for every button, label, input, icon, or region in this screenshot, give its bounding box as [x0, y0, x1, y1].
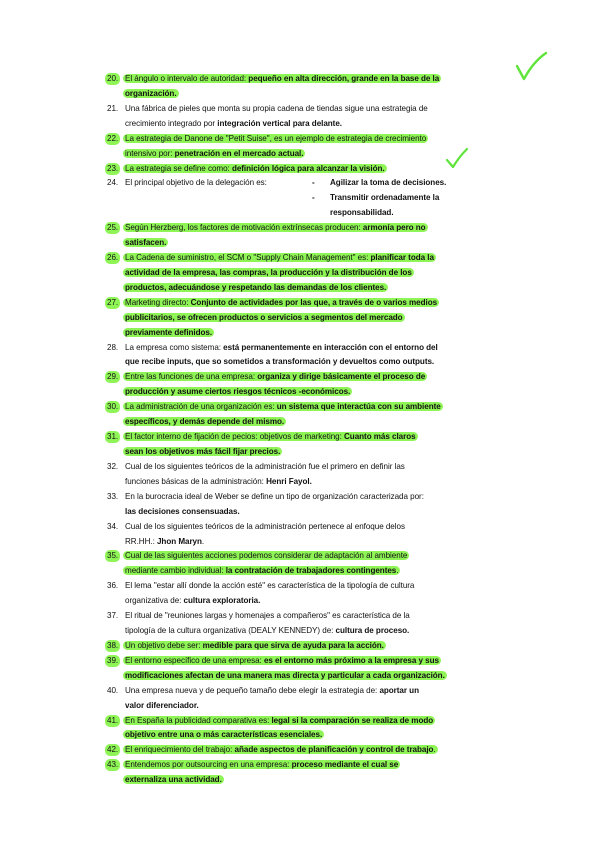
question-number: 37.	[107, 611, 119, 621]
prompt-text: En la burocracia ideal de Weber se define un tipo de organización caracterizada por:	[125, 491, 424, 501]
question-text	[123, 671, 447, 680]
question-text	[123, 402, 443, 411]
answer-text: Transmitir ordenadamente la	[330, 193, 440, 203]
question-line	[107, 610, 410, 622]
question-text	[125, 611, 410, 620]
question-text	[123, 387, 352, 396]
answer-text: valor diferenciador.	[125, 700, 199, 710]
answer-text: sean los objetivos más fácil fijar precios.	[125, 447, 281, 456]
question-line	[107, 133, 428, 145]
question-text	[123, 551, 409, 560]
question-number: 23.	[107, 163, 119, 173]
question-line	[107, 163, 387, 175]
answer-text: productos, adecuándose y respetando las demandas de los clientes.	[125, 282, 387, 292]
question-line-continued	[125, 774, 224, 786]
question-text	[123, 283, 388, 292]
question-text	[123, 716, 435, 725]
question-line	[107, 685, 419, 697]
question-line-continued	[125, 565, 400, 577]
prompt-text: .	[433, 745, 436, 755]
question-text	[125, 357, 434, 366]
question-number: 24.	[107, 178, 119, 188]
question-text	[123, 164, 387, 173]
question-line-continued	[125, 386, 352, 398]
question-number: 20.	[107, 74, 119, 83]
answer-text: organiza y dirige básicamente el proceso de	[257, 372, 426, 382]
question-number: 27.	[107, 297, 119, 307]
prompt-text: El enriquecimiento del trabajo:	[125, 745, 235, 755]
answer-text: medible para que sirva de ayuda para la acción.	[202, 640, 384, 650]
prompt-text: La estrategia se define como:	[125, 163, 232, 173]
question-text	[123, 760, 400, 769]
answer-text: Cuanto más claros	[344, 432, 416, 442]
question-line	[107, 371, 427, 383]
prompt-text: La administración de una organización es:	[125, 402, 277, 412]
question-text	[125, 581, 414, 590]
answer-text: proceso mediante el cual se	[291, 760, 399, 770]
question-text	[123, 223, 428, 232]
question-line	[107, 744, 438, 756]
question-line-continued	[125, 356, 434, 368]
question-line	[107, 491, 424, 503]
question-line	[107, 431, 418, 443]
question-line	[107, 580, 415, 592]
question-text	[125, 701, 199, 710]
question-line-continued	[125, 595, 260, 607]
question-number: 21.	[107, 103, 119, 113]
answer-text: publicitarios, se ofrecen productos o servicios a segmentos del mercado	[125, 312, 403, 322]
check-mark-icon	[517, 53, 546, 79]
answer-bullet	[312, 192, 440, 204]
question-text	[123, 745, 438, 754]
prompt-text: Una empresa nueva y de pequeño tamaño debe elegir la estrategia de:	[125, 685, 380, 695]
question-line-continued	[125, 670, 447, 682]
answer-text: Agilizar la toma de decisiones.	[330, 178, 447, 188]
question-text	[125, 626, 409, 635]
answer-text: satisfacen.	[125, 238, 167, 248]
question-line-continued	[125, 118, 342, 130]
question-line-continued	[125, 625, 409, 637]
answer-text: armonía pero no	[362, 223, 426, 233]
question-line-continued	[125, 237, 168, 249]
answer-text: un sistema que interactúa con su ambiente	[276, 402, 441, 412]
answer-text: cultura exploratoria.	[183, 596, 261, 606]
question-line	[107, 401, 443, 413]
answer-text: objetivo entre una o más características esenciales.	[125, 730, 323, 740]
prompt-text: RR.HH.:	[125, 536, 157, 546]
prompt-text: El lema "estar allí donde la acción esté" es característica de la tipología de cultura	[125, 581, 415, 591]
question-number: 34.	[107, 521, 119, 531]
question-number: 38.	[107, 640, 119, 650]
question-line-continued	[125, 729, 324, 741]
question-text	[123, 74, 441, 83]
question-line-continued	[125, 476, 312, 488]
question-line-continued	[125, 416, 286, 428]
question-text	[123, 328, 214, 337]
question-text	[123, 372, 427, 381]
answer-text: organización.	[125, 88, 177, 98]
question-text	[123, 447, 282, 456]
answer-text: aportar un	[379, 685, 419, 695]
answer-text: responsabilidad.	[330, 208, 394, 218]
question-line	[107, 342, 438, 354]
prompt-text: intensivo por:	[125, 148, 175, 158]
question-text	[123, 268, 414, 277]
prompt-text: El ángulo o intervalo de autoridad:	[125, 74, 249, 83]
question-line-continued	[125, 506, 240, 518]
question-text	[125, 477, 312, 486]
prompt-text: crecimiento integrado por	[125, 118, 218, 128]
question-text	[125, 104, 428, 113]
question-number: 35.	[107, 551, 119, 561]
question-number: 36.	[107, 581, 119, 591]
question-line-continued	[125, 88, 179, 100]
answer-text: actividad de la empresa, las compras, la producción y la distribución de los	[125, 267, 412, 277]
question-number: 40.	[107, 685, 119, 695]
question-line	[107, 73, 441, 85]
question-text	[123, 641, 386, 650]
question-text	[123, 253, 436, 262]
answer-bullet	[330, 207, 394, 219]
question-number: 41.	[107, 715, 119, 725]
prompt-text: .	[396, 566, 399, 576]
prompt-text: Según Herzberg, los factores de motivación extrínsecas producen:	[125, 223, 363, 233]
question-line	[107, 461, 405, 473]
answer-text: integración vertical para delante.	[217, 118, 342, 128]
answer-text: previamente definidos.	[125, 327, 213, 337]
question-line	[107, 297, 439, 309]
question-number: 32.	[107, 461, 119, 471]
answer-text: penetración en el mercado actual.	[174, 148, 304, 158]
question-text	[125, 492, 424, 501]
question-number: 29.	[107, 372, 119, 382]
answer-bullet	[312, 177, 447, 189]
prompt-text: mediante cambio individual:	[125, 566, 226, 576]
prompt-text: La empresa como sistema:	[125, 342, 224, 352]
answer-text: las decisiones consensuadas.	[125, 506, 240, 516]
answer-text: planificar toda la	[370, 253, 434, 263]
answer-text: definición lógica para alcanzar la visión.	[231, 163, 385, 173]
question-number: 22.	[107, 133, 119, 143]
check-mark-icon	[447, 149, 467, 167]
question-text	[123, 730, 324, 739]
answer-text: está permanentemente en interacción con el entorno del	[223, 342, 438, 352]
question-text	[123, 89, 179, 98]
answer-text: añade aspectos de planificación y control de trabajo	[234, 745, 434, 755]
question-number: 26.	[107, 253, 119, 263]
question-text	[123, 298, 439, 307]
question-number: 33.	[107, 491, 119, 501]
question-line-continued	[125, 700, 199, 712]
answer-text: modificaciones afectan de una manera mas directa y particular a cada organización.	[125, 670, 445, 680]
prompt-text: funciones básicas de la administración:	[125, 476, 267, 486]
question-text	[123, 566, 400, 575]
question-line	[107, 715, 435, 727]
answer-text: Conjunto de actividades por las que, a través de o varios medios	[190, 297, 438, 307]
prompt-text: Entendemos por outsourcing en una empresa:	[125, 760, 292, 770]
prompt-text: .	[201, 536, 205, 546]
question-line-continued	[125, 267, 414, 279]
question-line	[107, 655, 441, 667]
bullet-dash: -	[312, 193, 315, 203]
question-number: 28.	[107, 342, 119, 352]
answer-text: cultura de proceso.	[335, 626, 410, 636]
prompt-text: organizativa de:	[125, 596, 184, 606]
question-text	[125, 507, 240, 516]
prompt-text: La estrategia de Danone de "Petit Suise", es un ejemplo de estrategia de crecimiento	[125, 133, 427, 143]
prompt-text: El entorno específico de una empresa:	[125, 655, 264, 665]
prompt-text: Cual de las siguientes acciones podemos considerar de adaptación al ambiente	[125, 551, 408, 561]
question-line-continued	[125, 327, 214, 339]
prompt-text: Cual de los siguientes teóricos de la administración fue el primero en definir las	[125, 461, 405, 471]
question-line	[107, 222, 428, 234]
prompt-text: Entre las funciones de una empresa:	[125, 372, 258, 382]
answer-text: Jhon Maryn	[156, 536, 202, 546]
answer-text: específicos, y demás depende del mismo.	[125, 417, 285, 427]
question-line-continued	[125, 312, 405, 324]
question-text	[123, 313, 405, 322]
prompt-text: La Cadena de suministro, el SCM o "Supply Chain Management" es:	[125, 253, 371, 263]
question-text	[123, 417, 286, 426]
bullet-dash: -	[312, 178, 315, 188]
question-text	[125, 462, 405, 471]
question-number: 25.	[107, 223, 119, 233]
answer-text: producción y asume ciertos riesgos técnicos -económicos.	[125, 387, 351, 397]
answer-text: la contratación de trabajadores contingentes	[225, 566, 397, 576]
question-number: 42.	[107, 745, 119, 755]
question-line	[107, 252, 436, 264]
question-text	[125, 343, 438, 352]
question-number: 39.	[107, 655, 119, 665]
question-line-continued	[125, 536, 204, 548]
prompt-text: El ritual de "reuniones largas y homenajes a compañeros" es característica de la	[125, 611, 410, 621]
question-text	[125, 178, 267, 187]
prompt-text: El principal objetivo de la delegación es:	[125, 178, 267, 188]
answer-text: pequeño en alta dirección, grande en la base de la	[248, 74, 440, 83]
question-number: 31.	[107, 432, 119, 442]
question-line-continued	[125, 282, 388, 294]
prompt-text: Cual de los siguientes teóricos de la administración pertenece al enfoque delos	[125, 521, 405, 531]
answer-text: legal si la comparación se realiza de modo	[271, 715, 434, 725]
question-line-continued	[125, 148, 305, 160]
prompt-text: El factor interno de fijación de pecios: objetivos de marketing:	[125, 432, 345, 442]
question-text	[123, 149, 305, 158]
prompt-text: Un objetivo debe ser:	[125, 640, 203, 650]
question-line	[107, 177, 267, 189]
question-text	[125, 119, 342, 128]
question-text	[123, 432, 418, 441]
question-number: 43.	[107, 760, 119, 770]
question-text	[125, 596, 260, 605]
question-line	[107, 759, 400, 771]
question-number: 30.	[107, 402, 119, 412]
question-line	[107, 550, 409, 562]
question-text	[125, 522, 405, 531]
question-text	[123, 134, 428, 143]
prompt-text: En España la publicidad comparativa es:	[125, 715, 272, 725]
answer-text: que recibe inputs, que so sometidos a transformación y devueltos como outputs.	[125, 357, 435, 367]
question-text	[125, 537, 204, 546]
question-text	[123, 656, 441, 665]
question-line-continued	[125, 446, 282, 458]
question-line	[107, 521, 405, 533]
question-text	[123, 775, 224, 784]
answer-text: es el entorno más próximo a la empresa y sus	[263, 655, 439, 665]
question-text	[123, 238, 168, 247]
prompt-text: Marketing directo:	[125, 297, 191, 307]
question-line	[107, 103, 428, 115]
question-text	[125, 686, 419, 695]
prompt-text: Una fábrica de pieles que monta su propia cadena de tiendas sigue una estrategia de	[125, 103, 428, 113]
answer-text: Henri Fayol.	[266, 476, 312, 486]
prompt-text: tipología de la cultura organizativa (DEALY KENNEDY) de:	[125, 626, 336, 636]
question-line	[107, 640, 386, 652]
answer-text: externaliza una actividad.	[125, 775, 222, 785]
